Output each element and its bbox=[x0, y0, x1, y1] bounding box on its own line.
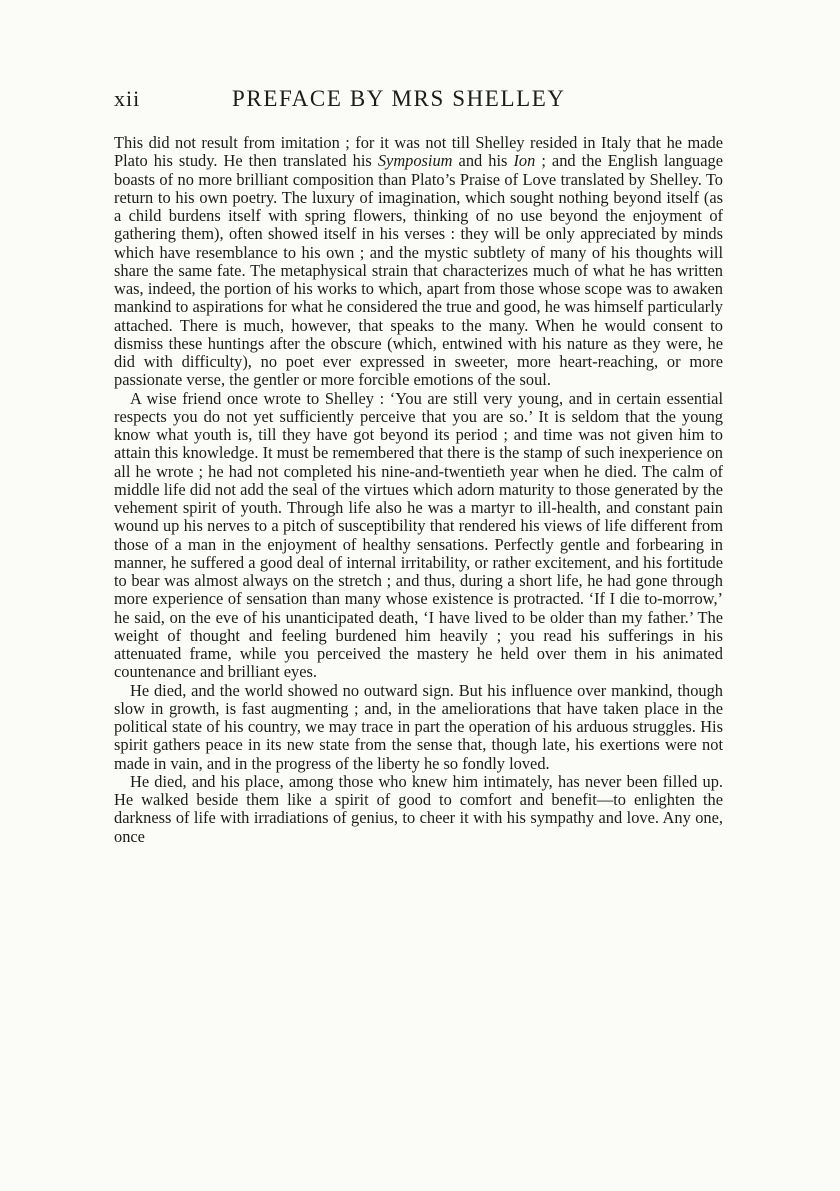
page-header bbox=[114, 84, 724, 118]
paragraph-1 bbox=[114, 134, 723, 390]
paragraph-2: A wise friend once wrote to Shelley : ‘You are still very young, and in certain essential respects you do not yet sufficiently perceive that you are so.’ It is seldom that the young know what youth is, till they have got beyond its period ; and time was not given him to attain this knowledge. It must be remembered that there is the stamp of such inexperience on all he wrote ; he had not completed his nine-and-twentieth year when he died. The calm of middle life did not add the seal of the virtues which adorn maturity to those generated by the vehement spirit of youth. Through life also he was a martyr to ill-health, and constant pain wound up his nerves to a pitch of susceptibility that rendered his views of life different from those of a man in the enjoyment of healthy sensations. Perfectly gentle and forbearing in manner, he suffered a good deal of internal irritability, or rather excitement, and his fortitude to bear was almost always on the stretch ; and thus, during a short life, he had gone through more experience of sensation than many whose existence is protracted. ‘If I die to-morrow,’ he said, on the eve of his unanticipated death, ‘I have lived to be older than my father.’ The weight of thought and feeling burdened him heavily ; you read his sufferings in his attenuated frame, while you perceived the mastery he held over them in his animated countenance and brilliant eyes. bbox=[114, 388, 723, 682]
body-text bbox=[114, 134, 723, 846]
paragraph-4: He died, and his place, among those who knew him intimately, has never been filled up. He walked beside them like a spirit of good to comfort and benefit—to enlighten the darkness of life with irradiations of genius, to cheer it with his sympathy and love. Any one, once bbox=[114, 771, 723, 846]
paragraph-1-text-b: and his bbox=[452, 151, 514, 171]
running-head: PREFACE BY MRS SHELLEY bbox=[232, 86, 566, 111]
title-symposium: Symposium bbox=[377, 151, 453, 171]
paragraph-1-text-a: This did not result from imitation ; for it was not till Shelley resided in Italy that he made Plato his study. He then translated his bbox=[114, 133, 723, 171]
page-number: xii bbox=[114, 86, 141, 111]
title-ion: Ion bbox=[513, 151, 536, 171]
paragraph-3: He died, and the world showed no outward sign. But his influence over mankind, though slow in growth, is fast augmenting ; and, in the ameliorations that have taken place in the political state of his country, we may trace in part the operation of his arduous struggles. His spirit gathers peace in its new state from the sense that, though late, his exertions were not made in vain, and in the progress of the liberty he so fondly loved. bbox=[114, 680, 723, 773]
paragraph-1-text-c: ; and the English language boasts of no more brilliant composition than Plato’s Praise of Love translated by Shelley. To return to his own poetry. The luxury of imagination, which sought nothing beyond itself (as a child burdens itself with spring flowers, thinking of no use beyond the enjoyment of gathering them), often showed itself in his verses : they will be only appreciated by minds which have resemblance to his own ; and the mystic subtlety of many of his thoughts will share the same fate. The metaphysical strain that characterizes much of what he has written was, indeed, the portion of his works to which, apart from those whose scope was to awaken mankind to aspirations for what he considered the true and good, he was himself particularly attached. There is much, however, that speaks to the many. When he would consent to dismiss these huntings after the obscure (which, entwined with his nature as they were, he did with difficulty), no poet ever expressed in sweeter, more heart-reaching, or more passionate verse, the gentler or more forcible emotions of the soul. bbox=[114, 151, 723, 390]
